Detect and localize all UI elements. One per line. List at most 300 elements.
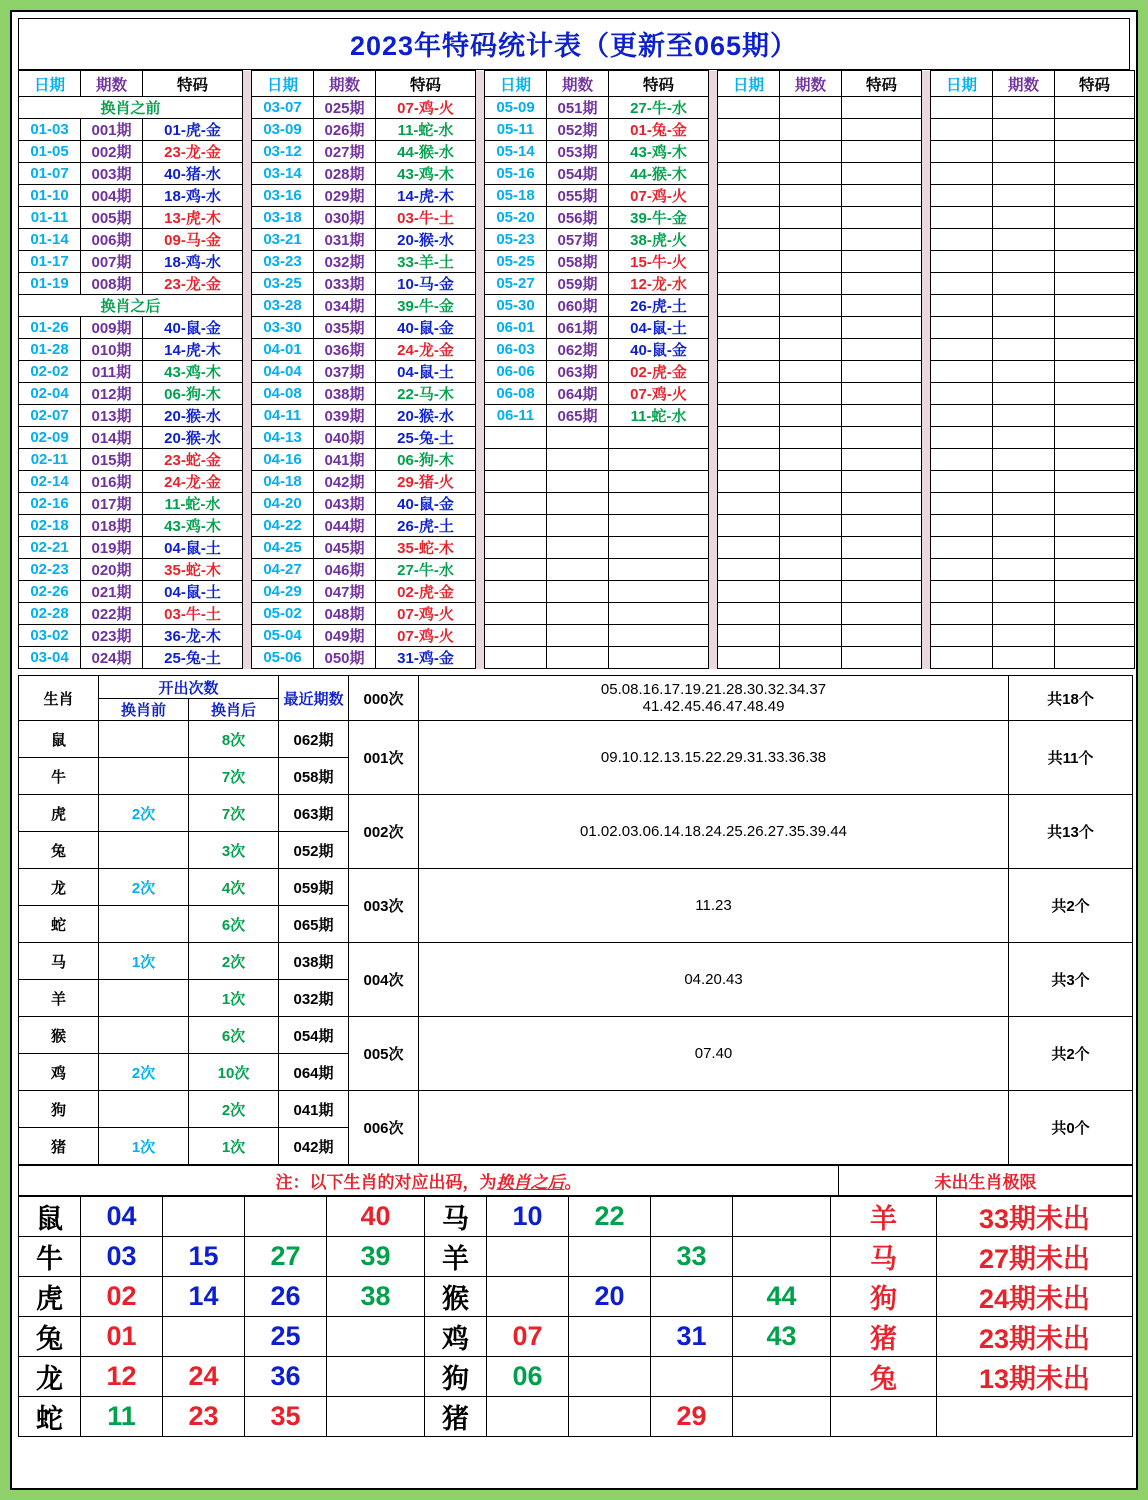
cell-date: 05-20	[485, 207, 547, 229]
column-separator	[476, 427, 485, 449]
freq-numbers: 05.08.16.17.19.21.28.30.32.34.37 41.42.45.46.47.48.49	[419, 676, 1009, 721]
header-issue: 期数	[81, 71, 143, 97]
empty-cell	[993, 97, 1055, 119]
table-row	[19, 251, 1135, 273]
empty-cell	[1055, 647, 1135, 669]
cell-date: 01-28	[19, 339, 81, 361]
table-row	[19, 559, 1135, 581]
cell-date: 05-27	[485, 273, 547, 295]
cell-issue: 028期	[314, 163, 376, 185]
table-header-row	[19, 71, 1135, 97]
empty-cell	[780, 185, 842, 207]
zodiac-header-row	[19, 676, 1133, 699]
cell-code: 40-鼠-金	[609, 339, 709, 361]
freq-numbers: 07.40	[419, 1017, 1009, 1091]
column-separator	[243, 449, 252, 471]
cell-issue: 014期	[81, 427, 143, 449]
zodiac-after-count: 6次	[189, 906, 279, 943]
column-separator	[709, 141, 718, 163]
freq-total: 共0个	[1009, 1091, 1133, 1165]
cell-issue: 055期	[547, 185, 609, 207]
column-separator	[922, 317, 931, 339]
column-separator	[476, 295, 485, 317]
section-banner: 换肖之后	[19, 295, 243, 317]
column-separator	[922, 449, 931, 471]
cell-issue: 009期	[81, 317, 143, 339]
cell-code: 43-鸡-木	[376, 163, 476, 185]
column-separator	[476, 163, 485, 185]
cell-issue: 018期	[81, 515, 143, 537]
cell-code: 14-虎-木	[143, 339, 243, 361]
cell-code: 03-牛-土	[376, 207, 476, 229]
empty-cell	[993, 581, 1055, 603]
empty-cell	[718, 295, 780, 317]
zodiac-recent-issue: 059期	[279, 869, 349, 906]
empty-cell	[993, 295, 1055, 317]
table-row	[19, 163, 1135, 185]
limit-text: 23期未出	[937, 1317, 1133, 1357]
empty-cell	[931, 141, 993, 163]
zodiac-number: 38	[327, 1277, 425, 1317]
empty-cell	[780, 295, 842, 317]
column-separator	[709, 317, 718, 339]
empty-cell	[1055, 251, 1135, 273]
freq-total: 共2个	[1009, 869, 1133, 943]
empty-cell	[1055, 317, 1135, 339]
column-separator	[922, 471, 931, 493]
special-code-table	[18, 70, 1135, 669]
empty-cell	[931, 559, 993, 581]
zodiac-name: 羊	[425, 1237, 487, 1277]
zodiac-number	[245, 1197, 327, 1237]
cell-issue: 027期	[314, 141, 376, 163]
empty-cell	[780, 471, 842, 493]
freq-label: 004次	[349, 943, 419, 1017]
cell-issue: 036期	[314, 339, 376, 361]
zodiac-recent-issue: 041期	[279, 1091, 349, 1128]
column-separator	[709, 207, 718, 229]
page-title: 2023年特码统计表（更新至065期）	[18, 18, 1130, 70]
table-row	[19, 449, 1135, 471]
column-separator	[709, 251, 718, 273]
empty-cell	[1055, 295, 1135, 317]
empty-cell	[842, 361, 922, 383]
cell-code: 40-鼠-金	[376, 493, 476, 515]
empty-cell	[931, 295, 993, 317]
empty-cell	[1055, 361, 1135, 383]
cell-issue: 051期	[547, 97, 609, 119]
cell-date: 03-23	[252, 251, 314, 273]
zodiac-number: 14	[163, 1277, 245, 1317]
cell-code: 44-猴-木	[609, 163, 709, 185]
column-separator	[922, 71, 931, 97]
limit-zodiac: 猪	[831, 1317, 937, 1357]
empty-cell	[1055, 515, 1135, 537]
empty-cell	[831, 1397, 937, 1437]
cell-issue: 006期	[81, 229, 143, 251]
empty-cell	[993, 141, 1055, 163]
cell-code: 01-虎-金	[143, 119, 243, 141]
cell-date: 01-11	[19, 207, 81, 229]
empty-cell	[842, 581, 922, 603]
zodiac-number	[569, 1357, 651, 1397]
column-separator	[243, 647, 252, 669]
column-separator	[476, 647, 485, 669]
empty-cell	[547, 493, 609, 515]
header-date: 日期	[19, 71, 81, 97]
zodiac-name: 兔	[19, 832, 99, 869]
freq-label: 002次	[349, 795, 419, 869]
zodiac-row	[19, 721, 1133, 758]
empty-cell	[780, 515, 842, 537]
cell-code: 40-鼠-金	[143, 317, 243, 339]
cell-issue: 042期	[314, 471, 376, 493]
cell-date: 02-14	[19, 471, 81, 493]
zodiac-number: 26	[245, 1277, 327, 1317]
column-separator	[476, 141, 485, 163]
bottom-row	[19, 1397, 1133, 1437]
header-issue: 期数	[993, 71, 1055, 97]
empty-cell	[931, 339, 993, 361]
empty-cell	[993, 273, 1055, 295]
table-row	[19, 119, 1135, 141]
empty-cell	[842, 185, 922, 207]
zodiac-number: 39	[327, 1237, 425, 1277]
zodiac-name: 猴	[19, 1017, 99, 1054]
empty-cell	[547, 647, 609, 669]
empty-cell	[842, 625, 922, 647]
header-code: 特码	[376, 71, 476, 97]
column-separator	[476, 119, 485, 141]
cell-date: 04-11	[252, 405, 314, 427]
zodiac-row	[19, 1091, 1133, 1128]
empty-cell	[780, 603, 842, 625]
freq-label: 001次	[349, 721, 419, 795]
zodiac-number	[569, 1317, 651, 1357]
column-separator	[709, 515, 718, 537]
column-separator	[476, 559, 485, 581]
empty-cell	[609, 603, 709, 625]
empty-cell	[842, 427, 922, 449]
cell-issue: 038期	[314, 383, 376, 405]
empty-cell	[993, 383, 1055, 405]
zodiac-number: 29	[651, 1397, 733, 1437]
cell-code: 29-猪-火	[376, 471, 476, 493]
zodiac-number: 31	[651, 1317, 733, 1357]
empty-cell	[931, 185, 993, 207]
limit-title: 未出生肖极限	[839, 1166, 1133, 1196]
zodiac-number	[163, 1197, 245, 1237]
empty-cell	[1055, 339, 1135, 361]
cell-code: 38-虎-火	[609, 229, 709, 251]
cell-date: 01-26	[19, 317, 81, 339]
table-row	[19, 405, 1135, 427]
cell-issue: 010期	[81, 339, 143, 361]
empty-cell	[1055, 493, 1135, 515]
column-separator	[922, 97, 931, 119]
empty-cell	[547, 427, 609, 449]
cell-date: 03-30	[252, 317, 314, 339]
freq-total: 共3个	[1009, 943, 1133, 1017]
cell-date: 02-28	[19, 603, 81, 625]
zodiac-number: 11	[81, 1397, 163, 1437]
cell-code: 11-蛇-水	[143, 493, 243, 515]
cell-date: 02-16	[19, 493, 81, 515]
empty-cell	[993, 163, 1055, 185]
column-separator	[922, 383, 931, 405]
cell-date: 04-16	[252, 449, 314, 471]
empty-cell	[609, 537, 709, 559]
empty-cell	[485, 625, 547, 647]
zodiac-recent-issue: 038期	[279, 943, 349, 980]
empty-cell	[609, 581, 709, 603]
empty-cell	[780, 625, 842, 647]
empty-cell	[931, 383, 993, 405]
table-row	[19, 185, 1135, 207]
header-date: 日期	[485, 71, 547, 97]
zodiac-recent-issue: 054期	[279, 1017, 349, 1054]
empty-cell	[780, 163, 842, 185]
column-separator	[709, 163, 718, 185]
header-issue: 期数	[547, 71, 609, 97]
cell-date: 05-18	[485, 185, 547, 207]
empty-cell	[718, 251, 780, 273]
column-separator	[476, 493, 485, 515]
empty-cell	[547, 581, 609, 603]
column-separator	[243, 163, 252, 185]
cell-code: 04-鼠-土	[376, 361, 476, 383]
cell-date: 04-20	[252, 493, 314, 515]
empty-cell	[718, 625, 780, 647]
empty-cell	[1055, 559, 1135, 581]
zodiac-name: 猪	[19, 1128, 99, 1165]
empty-cell	[842, 119, 922, 141]
empty-cell	[485, 581, 547, 603]
cell-code: 24-龙-金	[376, 339, 476, 361]
column-separator	[922, 581, 931, 603]
empty-cell	[1055, 273, 1135, 295]
empty-cell	[993, 537, 1055, 559]
empty-cell	[931, 207, 993, 229]
empty-cell	[780, 339, 842, 361]
column-separator	[476, 537, 485, 559]
zodiac-name: 鼠	[19, 1197, 81, 1237]
column-separator	[243, 471, 252, 493]
cell-code: 40-猪-水	[143, 163, 243, 185]
bottom-row	[19, 1197, 1133, 1237]
zodiac-name: 狗	[19, 1091, 99, 1128]
cell-date: 05-16	[485, 163, 547, 185]
empty-cell	[842, 141, 922, 163]
cell-code: 18-鸡-水	[143, 185, 243, 207]
empty-cell	[842, 493, 922, 515]
empty-cell	[1055, 141, 1135, 163]
cell-issue: 044期	[314, 515, 376, 537]
empty-cell	[718, 405, 780, 427]
cell-date: 01-19	[19, 273, 81, 295]
cell-issue: 034期	[314, 295, 376, 317]
zodiac-name: 兔	[19, 1317, 81, 1357]
zodiac-number: 10	[487, 1197, 569, 1237]
column-separator	[709, 625, 718, 647]
cell-issue: 053期	[547, 141, 609, 163]
cell-issue: 043期	[314, 493, 376, 515]
cell-issue: 063期	[547, 361, 609, 383]
empty-cell	[547, 603, 609, 625]
freq-total: 共18个	[1009, 676, 1133, 721]
header-code: 特码	[609, 71, 709, 97]
empty-cell	[547, 625, 609, 647]
cell-date: 05-09	[485, 97, 547, 119]
cell-code: 09-马-金	[143, 229, 243, 251]
cell-issue: 048期	[314, 603, 376, 625]
empty-cell	[931, 251, 993, 273]
cell-date: 04-01	[252, 339, 314, 361]
cell-date: 06-08	[485, 383, 547, 405]
column-separator	[476, 581, 485, 603]
cell-date: 02-26	[19, 581, 81, 603]
cell-code: 07-鸡-火	[376, 97, 476, 119]
cell-issue: 025期	[314, 97, 376, 119]
zodiac-number	[327, 1357, 425, 1397]
column-separator	[476, 405, 485, 427]
zodiac-number: 27	[245, 1237, 327, 1277]
empty-cell	[993, 647, 1055, 669]
column-separator	[922, 339, 931, 361]
cell-code: 25-兔-土	[376, 427, 476, 449]
cell-issue: 049期	[314, 625, 376, 647]
zodiac-before-count: 2次	[99, 869, 189, 906]
cell-issue: 008期	[81, 273, 143, 295]
empty-cell	[1055, 405, 1135, 427]
cell-issue: 011期	[81, 361, 143, 383]
column-separator	[243, 581, 252, 603]
cell-code: 43-鸡-木	[143, 361, 243, 383]
cell-date: 03-21	[252, 229, 314, 251]
column-separator	[922, 603, 931, 625]
zodiac-after-count: 7次	[189, 795, 279, 832]
zodiac-number: 44	[733, 1277, 831, 1317]
freq-numbers: 11.23	[419, 869, 1009, 943]
table-row	[19, 515, 1135, 537]
cell-date: 04-04	[252, 361, 314, 383]
zodiac-number: 24	[163, 1357, 245, 1397]
cell-code: 20-猴-水	[143, 427, 243, 449]
zodiac-row	[19, 943, 1133, 980]
column-separator	[243, 71, 252, 97]
table-row	[19, 339, 1135, 361]
zodiac-number: 33	[651, 1237, 733, 1277]
cell-code: 39-牛-金	[376, 295, 476, 317]
cell-date: 03-28	[252, 295, 314, 317]
empty-cell	[780, 647, 842, 669]
zodiac-number: 12	[81, 1357, 163, 1397]
empty-cell	[718, 427, 780, 449]
table-row	[19, 229, 1135, 251]
cell-date: 03-16	[252, 185, 314, 207]
cell-code: 24-龙-金	[143, 471, 243, 493]
cell-code: 43-鸡-木	[609, 141, 709, 163]
cell-date: 02-02	[19, 361, 81, 383]
empty-cell	[931, 471, 993, 493]
empty-cell	[931, 427, 993, 449]
empty-cell	[780, 251, 842, 273]
table-row	[19, 361, 1135, 383]
cell-issue: 005期	[81, 207, 143, 229]
cell-date: 03-25	[252, 273, 314, 295]
zodiac-number	[487, 1237, 569, 1277]
empty-cell	[931, 581, 993, 603]
empty-cell	[1055, 449, 1135, 471]
cell-date: 04-18	[252, 471, 314, 493]
cell-issue: 061期	[547, 317, 609, 339]
cell-issue: 033期	[314, 273, 376, 295]
empty-cell	[780, 141, 842, 163]
empty-cell	[993, 603, 1055, 625]
table-row	[19, 141, 1135, 163]
zodiac-number	[487, 1397, 569, 1437]
cell-code: 07-鸡-火	[609, 185, 709, 207]
empty-cell	[780, 449, 842, 471]
empty-cell	[609, 427, 709, 449]
empty-cell	[718, 163, 780, 185]
cell-date: 02-21	[19, 537, 81, 559]
note-prefix: 注：以下生肖的对应出码，为	[275, 1173, 497, 1192]
column-separator	[476, 515, 485, 537]
empty-cell	[931, 405, 993, 427]
cell-date: 04-22	[252, 515, 314, 537]
empty-cell	[718, 273, 780, 295]
zodiac-name: 羊	[19, 980, 99, 1017]
header-date: 日期	[252, 71, 314, 97]
column-separator	[922, 515, 931, 537]
column-separator	[243, 119, 252, 141]
column-separator	[476, 361, 485, 383]
empty-cell	[547, 537, 609, 559]
zodiac-after-count: 6次	[189, 1017, 279, 1054]
cell-code: 44-猴-水	[376, 141, 476, 163]
cell-date: 04-13	[252, 427, 314, 449]
zodiac-name: 龙	[19, 1357, 81, 1397]
empty-cell	[780, 361, 842, 383]
column-separator	[243, 361, 252, 383]
cell-issue: 046期	[314, 559, 376, 581]
empty-cell	[485, 471, 547, 493]
empty-cell	[780, 207, 842, 229]
cell-code: 26-虎-土	[376, 515, 476, 537]
cell-date: 05-23	[485, 229, 547, 251]
column-separator	[922, 163, 931, 185]
empty-cell	[485, 559, 547, 581]
cell-date: 03-02	[19, 625, 81, 647]
empty-cell	[842, 559, 922, 581]
freq-label: 005次	[349, 1017, 419, 1091]
cell-code: 04-鼠-土	[609, 317, 709, 339]
empty-cell	[609, 493, 709, 515]
bottom-row	[19, 1357, 1133, 1397]
empty-cell	[609, 647, 709, 669]
zodiac-after-count: 1次	[189, 1128, 279, 1165]
cell-issue: 062期	[547, 339, 609, 361]
empty-cell	[1055, 163, 1135, 185]
cell-issue: 023期	[81, 625, 143, 647]
table-row	[19, 537, 1135, 559]
zodiac-number	[487, 1277, 569, 1317]
zodiac-col-header: 生肖	[19, 676, 99, 721]
column-separator	[922, 361, 931, 383]
cell-date: 04-29	[252, 581, 314, 603]
column-separator	[243, 185, 252, 207]
